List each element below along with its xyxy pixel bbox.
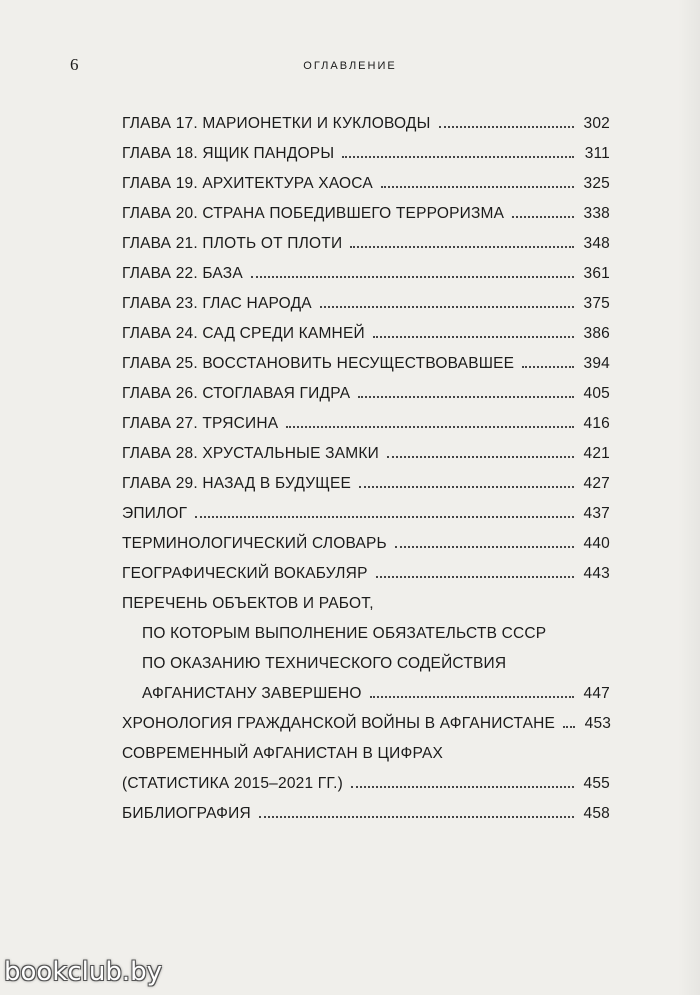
- toc-entry-title: ПЕРЕЧЕНЬ ОБЪЕКТОВ И РАБОТ,: [122, 595, 374, 612]
- toc-entry-title: ХРОНОЛОГИЯ ГРАЖДАНСКОЙ ВОЙНЫ В АФГАНИСТАНЕ: [122, 715, 556, 732]
- toc-entry-continuation: [122, 613, 610, 643]
- toc-entry: [122, 433, 610, 463]
- toc-entry: [122, 493, 610, 523]
- toc-entry-page: 375: [583, 295, 610, 312]
- dot-leader: [512, 216, 574, 218]
- toc-entry-title: ГЛАВА 22. БАЗА: [122, 265, 243, 282]
- toc-entry: [122, 193, 610, 223]
- dot-leader: [350, 246, 574, 248]
- toc-entry-title: ПО ОКАЗАНИЮ ТЕХНИЧЕСКОГО СОДЕЙСТВИЯ: [142, 655, 507, 672]
- toc-entry-title: ГЛАВА 23. ГЛАС НАРОДА: [122, 295, 312, 312]
- toc-entry-title: (СТАТИСТИКА 2015–2021 ГГ.): [122, 775, 343, 792]
- toc-entry-title: ГЛАВА 28. ХРУСТАЛЬНЫЕ ЗАМКИ: [122, 445, 379, 462]
- toc-entry: [122, 223, 610, 253]
- toc-entry-title: ЭПИЛОГ: [122, 505, 188, 522]
- dot-leader: [395, 546, 574, 548]
- toc-entry-page: 458: [583, 805, 610, 822]
- toc-entry: [122, 553, 610, 583]
- dot-leader: [381, 186, 574, 188]
- dot-leader: [370, 696, 574, 698]
- dot-leader: [439, 126, 574, 128]
- toc-entry-continuation: [122, 673, 610, 703]
- toc-entry-page: 394: [583, 355, 610, 372]
- dot-leader: [195, 516, 574, 518]
- toc-entry-page: 453: [584, 715, 612, 732]
- toc-entry-title: ТЕРМИНОЛОГИЧЕСКИЙ СЛОВАРЬ: [122, 535, 387, 552]
- toc-entry-title: ГЕОГРАФИЧЕСКИЙ ВОКАБУЛЯР: [122, 565, 368, 582]
- toc-entry-page: 427: [583, 475, 610, 492]
- toc-entry: [122, 703, 610, 733]
- toc-entry-title: СОВРЕМЕННЫЙ АФГАНИСТАН В ЦИФРАХ: [122, 745, 444, 762]
- toc-entry-page: 386: [583, 325, 610, 342]
- dot-leader: [286, 426, 574, 428]
- dot-leader: [342, 156, 574, 158]
- toc-entry-title: ГЛАВА 29. НАЗАД В БУДУЩЕЕ: [122, 475, 352, 492]
- toc-entry: [122, 163, 610, 193]
- dot-leader: [376, 576, 574, 578]
- site-watermark: bookclub.by: [4, 957, 163, 987]
- dot-leader: [358, 396, 574, 398]
- toc-entry-title: ГЛАВА 25. ВОССТАНОВИТЬ НЕСУЩЕСТВОВАВШЕЕ: [122, 355, 515, 372]
- toc-entry-page: 440: [583, 535, 610, 552]
- toc-entry: [122, 253, 610, 283]
- toc-entry-title: ГЛАВА 20. СТРАНА ПОБЕДИВШЕГО ТЕРРОРИЗМА: [122, 205, 505, 222]
- dot-leader: [373, 336, 574, 338]
- toc-entry-page: 348: [583, 235, 610, 252]
- table-of-contents: [122, 103, 610, 823]
- toc-entry-title: АФГАНИСТАНУ ЗАВЕРШЕНО: [142, 685, 362, 702]
- toc-entry: [122, 313, 610, 343]
- toc-entry: [122, 403, 610, 433]
- dot-leader: [320, 306, 574, 308]
- running-title: ОГЛАВЛЕНИЕ: [303, 60, 397, 72]
- toc-entry: [122, 733, 610, 763]
- toc-entry-page: 447: [583, 685, 610, 702]
- toc-entry: [122, 523, 610, 553]
- toc-entry-page: 421: [583, 445, 610, 462]
- toc-entry-page: 416: [583, 415, 610, 432]
- toc-entry-page: 311: [584, 145, 610, 162]
- toc-entry-title: ГЛАВА 18. ЯЩИК ПАНДОРЫ: [122, 145, 335, 162]
- toc-entry-page: 302: [583, 115, 610, 132]
- toc-entry-title: ГЛАВА 21. ПЛОТЬ ОТ ПЛОТИ: [122, 235, 343, 252]
- toc-entry-continuation: [122, 763, 610, 793]
- dot-leader: [351, 786, 574, 788]
- toc-entry-page: 405: [583, 385, 610, 402]
- toc-entry-page: 325: [583, 175, 610, 192]
- dot-leader: [563, 726, 575, 728]
- toc-entry: [122, 793, 610, 823]
- toc-entry-page: 455: [583, 775, 610, 792]
- toc-entry: [122, 373, 610, 403]
- dot-leader: [251, 276, 574, 278]
- toc-entry: [122, 583, 610, 613]
- toc-entry-title: ГЛАВА 26. СТОГЛАВАЯ ГИДРА: [122, 385, 351, 402]
- toc-entry: [122, 343, 610, 373]
- page-edge-shadow: [678, 0, 700, 995]
- toc-entry-title: ГЛАВА 24. САД СРЕДИ КАМНЕЙ: [122, 325, 365, 342]
- toc-entry: [122, 463, 610, 493]
- toc-entry: [122, 283, 610, 313]
- page-number: 6: [70, 55, 79, 74]
- dot-leader: [359, 486, 574, 488]
- dot-leader: [522, 366, 574, 368]
- toc-entry-page: 361: [583, 265, 610, 282]
- toc-entry-title: ГЛАВА 19. АРХИТЕКТУРА ХАОСА: [122, 175, 373, 192]
- toc-entry: [122, 103, 610, 133]
- toc-entry-title: ГЛАВА 17. МАРИОНЕТКИ И КУКЛОВОДЫ: [122, 115, 431, 132]
- toc-entry: [122, 133, 610, 163]
- toc-entry-title: БИБЛИОГРАФИЯ: [122, 805, 251, 822]
- toc-entry-page: 443: [583, 565, 610, 582]
- toc-entry-page: 437: [583, 505, 610, 522]
- toc-entry-continuation: [122, 643, 610, 673]
- toc-entry-title: ПО КОТОРЫМ ВЫПОЛНЕНИЕ ОБЯЗАТЕЛЬСТВ СССР: [142, 625, 547, 642]
- toc-entry-title: ГЛАВА 27. ТРЯСИНА: [122, 415, 279, 432]
- dot-leader: [387, 456, 574, 458]
- dot-leader: [259, 816, 574, 818]
- toc-entry-page: 338: [583, 205, 610, 222]
